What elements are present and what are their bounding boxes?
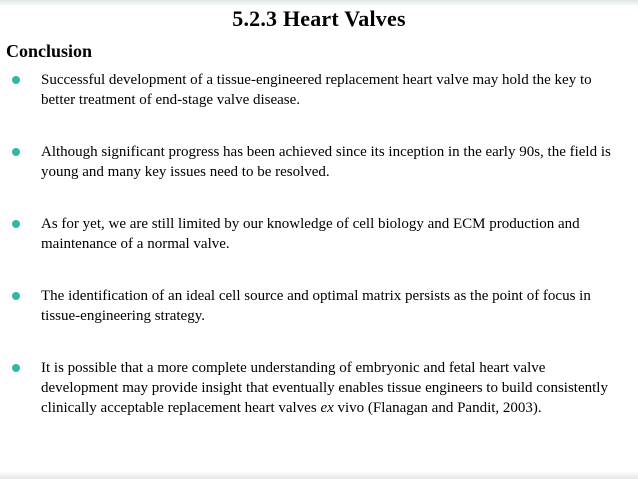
bullet-dot-icon — [12, 220, 20, 228]
bullet-text — [41, 358, 621, 418]
bullet-text: As for yet, we are still limited by our knowledge of cell biology and ECM production and maintenance of a normal valve. — [41, 216, 580, 252]
bullet-text: The identification of an ideal cell source and optimal matrix persists as the point of focus in tissue-engineering strategy. — [41, 288, 591, 324]
bullet-text-segment: vivo (Flanagan and Pandit, 2003). — [333, 400, 542, 416]
bullet-dot-icon — [12, 292, 20, 300]
bullet-dot-icon — [12, 364, 20, 372]
bottom-border-decoration — [0, 471, 638, 479]
slide-title: 5.2.3 Heart Valves — [232, 6, 406, 31]
bullet-text: Although significant progress has been achieved since its inception in the early 90s, the field is young and many key issues need to be resolved. — [41, 144, 611, 180]
bullet-dot-icon — [12, 148, 20, 156]
bullet-text-italic: ex — [320, 400, 334, 416]
section-heading: Conclusion — [6, 41, 93, 61]
bullet-text: Successful development of a tissue-engineered replacement heart valve may hold the key to better treatment of end-stage valve disease. — [41, 72, 592, 108]
bullet-text-segment: It is possible that a more complete understanding of embryonic and fetal heart valve development may provide insight that eventually enables tissue engineers to build consistently clinically acceptable replacement heart valves — [41, 360, 608, 416]
bullet-dot-icon — [12, 76, 20, 84]
